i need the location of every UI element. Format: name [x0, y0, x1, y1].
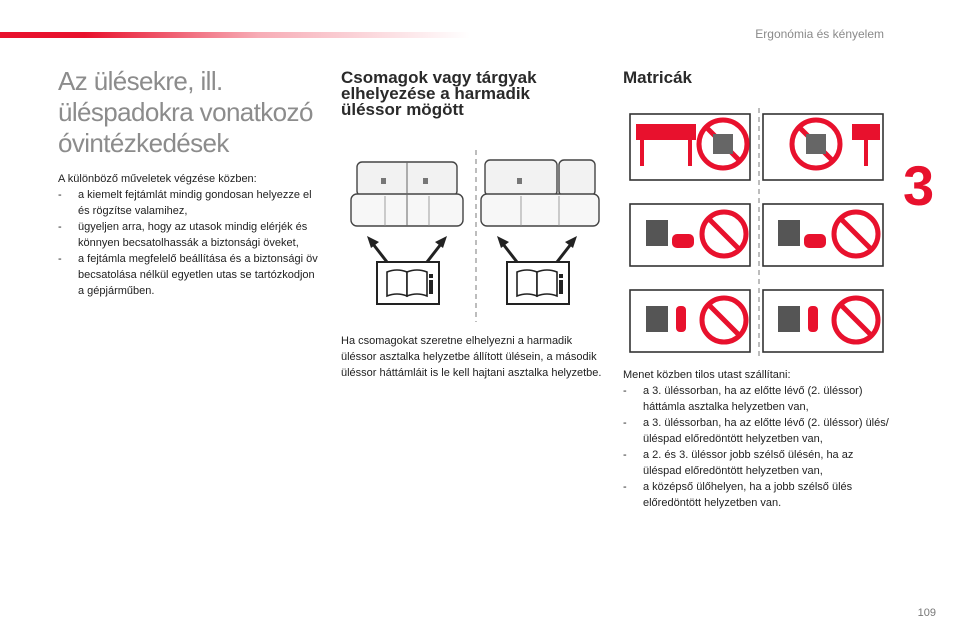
no-passenger-folded-seat-sticker-icon [763, 204, 883, 266]
sticker-grid [628, 108, 890, 360]
rear-seat-row-icon [351, 162, 463, 226]
no-passenger-table-sticker-icon [630, 114, 750, 180]
luggage-illustration [345, 150, 607, 322]
section1-list [58, 187, 320, 299]
no-passenger-folded-seat-sticker-icon [630, 204, 750, 266]
no-passenger-table-sticker-icon [763, 114, 883, 180]
chapter-number: 3 [903, 154, 935, 217]
list-item: - ügyeljen arra, hogy az utasok mindig elérjék és könnyen becsatolhassák a biztonsági öveket, [58, 219, 320, 251]
section3-body [623, 367, 893, 511]
section1-heading: Az ülésekre, ill. üléspadokra vonatkozó óvintézkedések [58, 66, 313, 158]
no-passenger-folded-seat-sticker-icon [630, 290, 750, 352]
section3-list [623, 383, 893, 511]
list-item: - a 2. és 3. üléssor jobb szélső ülésén, ha az üléspad előredöntött helyzetben van, [623, 447, 893, 479]
no-passenger-folded-seat-sticker-icon [763, 290, 883, 352]
chapter-title: Ergonómia és kényelem [755, 27, 884, 41]
list-item: - a középső ülőhelyen, ha a jobb szélső ülés előredöntött helyzetben van. [623, 479, 893, 511]
rear-seat-bench-icon [481, 160, 599, 226]
section1-lead: A különböző műveletek végzése közben: [58, 173, 257, 185]
list-item: - a 3. üléssorban, ha az előtte lévő (2. üléssor) háttámla asztalka helyzetben van, [623, 383, 893, 415]
page-number: 109 [917, 607, 936, 619]
list-item: - a fejtámla megfelelő beállítása és a biztonsági öv becsatolása nélkül egyetlen utas se tartózkodjon a gépjárműben. [58, 251, 320, 299]
manual-book-icon [507, 262, 569, 304]
list-item: - a kiemelt fejtámlát mindig gondosan helyezze el és rögzítse valamihez, [58, 187, 320, 219]
list-item: - a 3. üléssorban, ha az előtte lévő (2. üléssor) ülés/üléspad előredöntött helyzetben van, [623, 415, 893, 447]
section2-body: Ha csomagokat szeretne elhelyezni a harmadik üléssor asztalka helyzetbe állított ülésein, a második üléssor háttámláit is le kell hajtani asztalka helyzetbe. [341, 335, 602, 379]
section3-heading: Matricák [623, 68, 692, 87]
manual-book-icon [377, 262, 439, 304]
header-accent-bar [0, 32, 470, 38]
section3-lead: Menet közben tilos utast szállítani: [623, 369, 791, 381]
section2-heading: Csomagok vagy tárgyak elhelyezése a harmadik üléssor mögött [341, 68, 537, 119]
section1-body [58, 171, 320, 299]
